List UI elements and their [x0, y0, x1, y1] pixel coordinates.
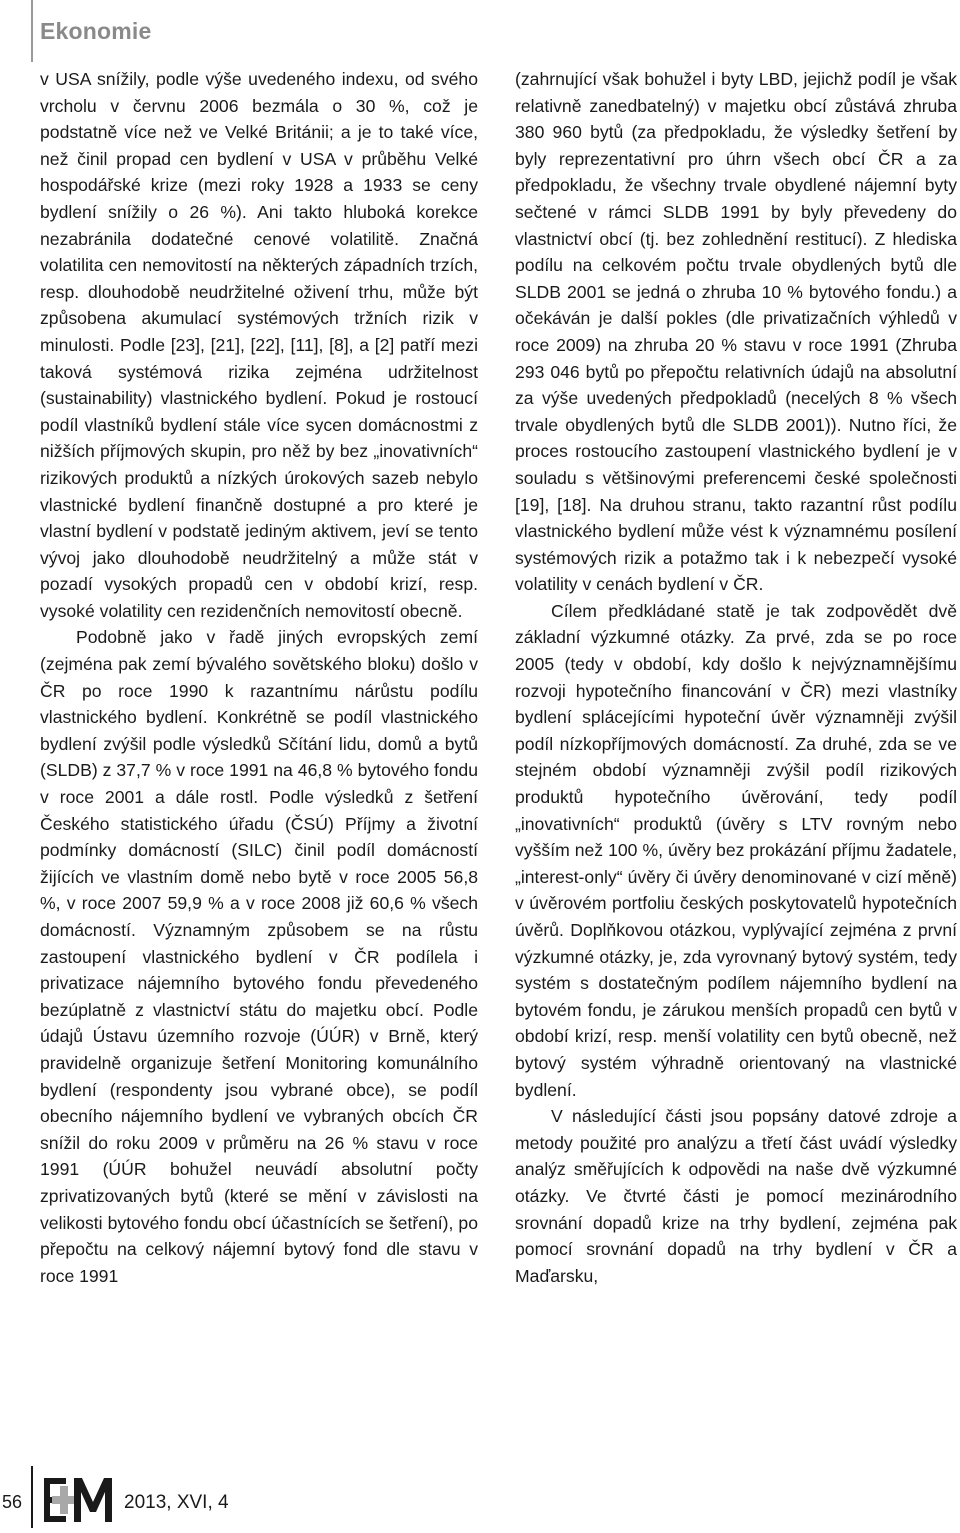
- header-divider: [31, 0, 33, 62]
- paragraph: Cílem předkládané statě je tak zodpovědět dvě základní výzkumné otázky. Za prvé, zda se po roce 2005 (tedy v období, kdy došlo k nejvýznamnějšímu rozvoji hypotečního financování v ČR) mezi vlastníky bydlení splácejícími hypoteční úvěr významněji zvýšil podíl nízkopříjmových domácností. Za druhé, zda se ve stejném období významněji zvýšil podíl rizikových produktů hypotečního úvěrování, tedy podíl „inovativních“ produktů (úvěry s LTV rovným nebo vyšším než 100 %, úvěry bez prokázání příjmu žadatele, „interest-only“ úvěry či úvěry denominované v cizí měně) v úvěrovém portfoliu českých poskytovatelů hypotečních úvěrů. Doplňkovou otázkou, vyplývající zejména z první výzkumné otázky, je, zda vyrovnaný bytový systém, tedy systém s dostatečným podílem nájemního bydlení na bytovém fondu, je zárukou menších propadů cen bytů v období krizí, resp. menší volatility cen bytů obecně, než bytový systém výhradně orientovaný na vlastnické bydlení.: [515, 600, 957, 1100]
- paragraph: V následující části jsou popsány datové zdroje a metody použité pro analýzu a třetí část uvádí výsledky analýz směřujících k odpovědi na naše dvě výzkumné otázky. Ve čtvrté části je pomocí mezinárodního srovnání dopadů krize na trhy bydlení, zejména pak pomocí srovnání dopadů na trhy bydlení v ČR a Maďarsku,: [515, 1106, 957, 1286]
- page-number: 56: [2, 1492, 23, 1512]
- section-title: Ekonomie: [40, 18, 152, 44]
- paragraph: (zahrnující však bohužel i byty LBD, jejichž podíl je však relativně zanedbatelný) v majetku obcí zůstává zhruba 380 960 bytů (za předpokladu, že výsledky šetření by byly reprezentativní pro úhrn všech obcí ČR a za předpokladu, že všechny trvale obydlené nájemní byty sečtené v rámci SLDB 1991 by byly převedeny do vlastnictví obcí (tj. bez zohlednění restitucí). Z hlediska podílu na celkovém počtu trvale obydlených bytů dle SLDB 2001 se jedná o zhruba 10 % bytového fondu.) a očekáván je další pokles (dle privatizačních výhledů v roce 2009) na zhruba 20 % stavu v roce 1991 (Zhruba 293 046 bytů po přepočtu relativních údajů na absolutní za výše uvedených předpokladů (necelých 8 % všech trvale obydlených bytů dle SLDB 2001)). Nutno říci, že proces rostoucího zastoupení vlastnického bydlení je v souladu s většinovými preferencemi české společnosti [19], [18]. Na druhou stranu, takto razantní růst podílu vlastnického bydlení může vést k významnému posílení systémových rizik a potažmo tak i k nebezpečí vysoké volatility v cenách bydlení v ČR.: [515, 69, 957, 595]
- issue-label: 2013, XVI, 4: [124, 1492, 229, 1513]
- journal-logo: [44, 1478, 114, 1522]
- right-column: [515, 66, 957, 1289]
- paragraph: v USA snížily, podle výše uvedeného indexu, od svého vrcholu v červnu 2006 bezmála o 30 %, což je podstatně více než ve Velké Británii; a je to také více, než činil propad cen bydlení v USA v průběhu Velké hospodářské krize (mezi roky 1928 a 1933 se ceny bydlení snížily o 26 %). Ani takto hluboká korekce nezabránila dodatečné cenové volatilitě. Značná volatilita cen nemovitostí na některých západních trzích, resp. dlouhodobě neudržitelné oživení trhu, může být způsobena akumulací systémových tržních rizik v minulosti. Podle [23], [21], [22], [11], [8], a [2] patří mezi taková systémová rizika zejména udržitelnost (sustainability) vlastnického bydlení. Pokud je rostoucí podíl vlastníků bydlení stále více sycen domácnostmi z nižších příjmových skupin, pro něž by bez „inovativních“ rizikových produktů a nízkých úrokových sazeb nebylo vlastnické bydlení finančně dostupné a pro které je vlastní bydlení v podstatě jediným aktivem, jeví se tento vývoj jako dlouhodobě neudržitelný a může stát v pozadí vysokých propadů cen v období krizí, resp. vysoké volatility cen rezidenčních nemovitostí obecně.: [40, 69, 478, 621]
- left-column: [40, 66, 478, 1289]
- paragraph: Podobně jako v řadě jiných evropských zemí (zejména pak zemí bývalého sovětského bloku) došlo v ČR po roce 1990 k razantnímu nárůstu podílu vlastnického bydlení. Konkrétně se podíl vlastnického bydlení zvýšil podle výsledků Sčítání lidu, domů a bytů (SLDB) z 37,7 % v roce 1991 na 46,8 % bytového fondu v roce 2001 a dále rostl. Podle výsledků z šetření Českého statistického úřadu (ČSÚ) Příjmy a životní podmínky domácností (SILC) činil podíl domácností žijících ve vlastním domě nebo bytě v roce 2005 56,8 %, v roce 2007 59,9 % a v roce 2008 již 60,6 % všech domácností. Významným způsobem se na růstu zastoupení vlastnického bydlení v ČR podílela i privatizace nájemního bytového fondu převedeného bezúplatně z vlastnictví státu do majetku obcí. Podle údajů Ústavu územního rozvoje (ÚÚR) v Brně, který pravidelně organizuje šetření Monitoring komunálního bydlení (respondenty jsou vybrané obce), se podíl obecního nájemního bydlení ve vybraných obcích ČR snížil do roku 2009 v průměru na 26 % stavu v roce 1991 (ÚÚR bohužel neuvádí absolutní počty zprivatizovaných bytů (které se mění v závislosti na velikosti bytového fondu obcí účastnících se šetření), po přepočtu na celkový nájemní bytový fond dle stavu v roce 1991: [40, 627, 478, 1286]
- footer-divider: [31, 1466, 33, 1528]
